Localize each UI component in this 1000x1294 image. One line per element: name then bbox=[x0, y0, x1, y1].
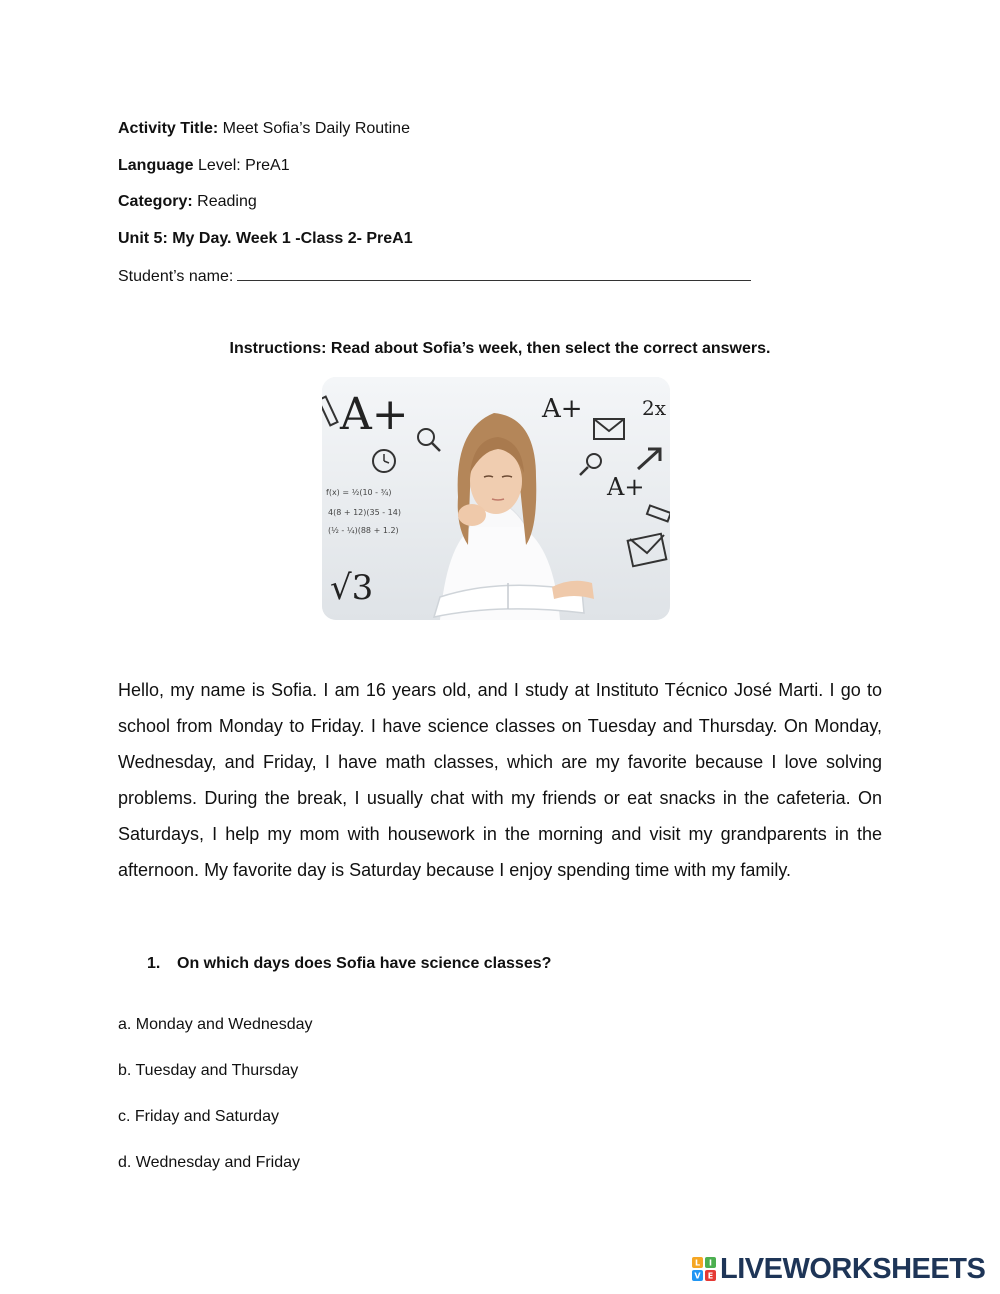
language-level-value: Level: PreA1 bbox=[198, 157, 290, 174]
formula-aplus-1: A+ bbox=[340, 389, 409, 440]
activity-title-label: Activity Title: bbox=[118, 120, 219, 137]
student-name-blank[interactable] bbox=[237, 266, 751, 281]
activity-title-value: Meet Sofia’s Daily Routine bbox=[222, 120, 410, 137]
answer-option-c[interactable]: c. Friday and Saturday bbox=[118, 1108, 279, 1125]
instructions: Instructions: Read about Sofia’s week, then select the correct answers. bbox=[229, 340, 771, 357]
girl-studying-photo bbox=[322, 377, 670, 620]
svg-text:I: I bbox=[709, 1258, 712, 1268]
answer-option-a[interactable]: a. Monday and Wednesday bbox=[118, 1016, 313, 1033]
live-cube-icon bbox=[692, 1257, 716, 1281]
liveworksheets-wordmark: LIVEWORKSHEETS bbox=[720, 1253, 986, 1285]
answer-option-b[interactable]: b. Tuesday and Thursday bbox=[118, 1062, 299, 1079]
student-name-line bbox=[118, 266, 751, 287]
svg-text:E: E bbox=[707, 1271, 714, 1281]
category-label: Category: bbox=[118, 193, 193, 210]
question-number: 1. bbox=[147, 955, 161, 972]
formula-line-1: f(x) = ½(10 - ¾) bbox=[326, 488, 392, 497]
formula-aplus-2: A+ bbox=[542, 394, 583, 424]
liveworksheets-logo bbox=[692, 1254, 985, 1284]
reading-passage: Hello, my name is Sofia. I am 16 years old, and I study at Instituto Técnico José Marti. I go to school from Monday to Friday. I have science classes on Tuesday and Thursday. On Monday, Wednesday, and Friday, I have math classes, which are my favorite because I love solving problems. During the break, I usually chat with my friends or eat snacks in the cafeteria. On Saturdays, I help my mom with housework in the morning and visit my grandparents in the afternoon. My favorite day is Saturday because I enjoy spending time with my family. bbox=[118, 680, 882, 880]
category-value: Reading bbox=[197, 193, 257, 210]
formula-line-3: (½ - ¼)(88 + 1.2) bbox=[328, 526, 399, 535]
svg-text:V: V bbox=[694, 1271, 701, 1281]
language-level-line bbox=[118, 156, 290, 176]
student-name-label: Student’s name: bbox=[118, 268, 234, 285]
unit-line bbox=[118, 229, 413, 249]
formula-2x: 2x bbox=[642, 396, 667, 420]
svg-text:L: L bbox=[694, 1258, 701, 1268]
question-text: On which days does Sofia have science classes? bbox=[177, 955, 552, 972]
answer-option-d[interactable]: d. Wednesday and Friday bbox=[118, 1154, 301, 1171]
formula-sqrt3: √3 bbox=[330, 568, 374, 608]
question-1 bbox=[147, 955, 551, 973]
unit-title: Unit 5: My Day. Week 1 -Class 2- PreA1 bbox=[118, 230, 413, 247]
formula-aplus-3: A+ bbox=[607, 473, 645, 501]
language-label: Language bbox=[118, 157, 194, 174]
formula-line-2: 4(8 + 12)(35 - 14) bbox=[328, 508, 401, 517]
activity-title-line bbox=[118, 119, 410, 139]
category-line bbox=[118, 192, 257, 212]
